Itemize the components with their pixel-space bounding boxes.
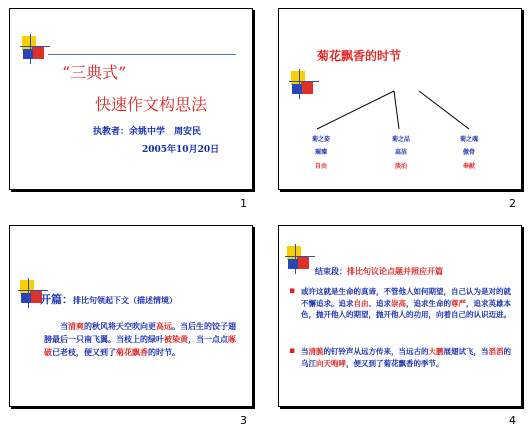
branch-line3: 奉献	[462, 163, 475, 170]
slide-number-2: 2	[509, 197, 516, 210]
slide3-paragraph	[44, 320, 240, 359]
slide-number-4: 4	[509, 414, 516, 427]
text-segment: 、追求	[368, 298, 391, 308]
text-segment: 啄破	[44, 334, 236, 357]
text-segment: 大鹏	[428, 347, 444, 356]
text-segment: ，便又到了菊花飘香的季节。	[346, 358, 444, 368]
slide-thumbnail-4[interactable]	[278, 225, 522, 407]
text-segment: 当	[60, 321, 68, 331]
slide4-heading	[315, 259, 443, 278]
branch-line2: 璀璨	[314, 149, 327, 156]
bullet-item-1	[289, 286, 511, 321]
branch-line1: 菊之魂	[459, 136, 478, 143]
branch-line2: 傲骨	[462, 149, 475, 156]
text-segment: ，当一点点	[188, 334, 228, 344]
slide-thumbnail-3[interactable]	[9, 225, 253, 407]
slide-thumbnail-2[interactable]	[278, 8, 522, 190]
text-segment: 枝上的绿叶	[124, 334, 164, 344]
text-segment: 自由	[353, 298, 369, 308]
text-segment: 。当	[172, 321, 188, 331]
slide1-date: 2005年10月20日	[142, 145, 220, 155]
branch-2	[381, 134, 421, 170]
text-segment: 已老枝，便又到了	[52, 347, 116, 357]
title-rule	[48, 54, 236, 55]
text-segment: 尊严	[451, 298, 466, 308]
text-segment: 清脆	[308, 347, 324, 356]
text-segment: 的钉铃声从远方传来，当远古的	[323, 347, 429, 356]
branch-line2: 高洁	[394, 149, 407, 156]
text-segment: 菊花飘香	[116, 347, 148, 357]
text-segment: 的时节。	[148, 347, 180, 357]
text-segment: 当	[301, 347, 309, 356]
slide2-title: 菊花飘香的时节	[317, 49, 402, 63]
text-segment: 生的饺子翅膀最后一只南飞翼。当	[44, 321, 236, 344]
branch-3	[449, 134, 489, 170]
bullet-item-2	[289, 346, 511, 369]
text-segment: 的秋风将天空吹向更	[84, 321, 156, 331]
text-segment: 崇高	[391, 298, 406, 308]
text-segment: 展翅试飞，当	[443, 347, 489, 356]
slide-number-3: 3	[240, 414, 247, 427]
slide-number-1: 1	[240, 197, 247, 210]
slide-thumbnail-1[interactable]	[9, 8, 253, 190]
heading-text: 排比句领起下文（描述情境）	[73, 295, 177, 305]
branch-line1: 菊之品	[391, 136, 410, 143]
heading-label: 开篇：	[40, 293, 73, 306]
text-segment: 高远	[156, 321, 172, 331]
slide1-author: 执教者：余姚中学 周安民	[93, 127, 202, 137]
decorative-squares-icon	[20, 34, 48, 62]
heading-label: 结束段：	[315, 266, 347, 276]
text-segment: 后	[188, 321, 196, 331]
branch-line3: 淡泊	[394, 163, 407, 170]
slide3-heading	[40, 288, 177, 307]
branch-1	[301, 134, 341, 170]
slide1-title: “三典式”	[62, 63, 127, 82]
text-segment: ，追求英雄本色，抛开他人的期望，抛开他人的功用，向着自己的认识迈进。	[301, 298, 511, 319]
bullet-icon: ▪	[289, 346, 296, 356]
text-segment: 清爽	[68, 321, 84, 331]
bullet-icon: ▪	[289, 286, 296, 296]
branch-line1: 菊之姿	[311, 136, 330, 143]
text-segment: 被染黄	[164, 334, 188, 344]
branch-line3: 自由	[314, 163, 327, 170]
text-segment: 向天咆哮	[316, 358, 346, 368]
text-segment: 或许这就是生命的真谛，不管他人如何期望，自己认为是对的就不懈追求。追求	[301, 287, 511, 308]
text-segment: 滔滔	[488, 347, 504, 356]
text-segment: ，追求生命的	[406, 298, 451, 308]
text-segment: 的乌江	[301, 347, 511, 368]
heading-text: 排比句议论点题并照应开篇	[347, 266, 443, 276]
slide1-subtitle: 快速作文构思法	[95, 95, 208, 114]
decorative-squares-icon	[285, 244, 313, 272]
